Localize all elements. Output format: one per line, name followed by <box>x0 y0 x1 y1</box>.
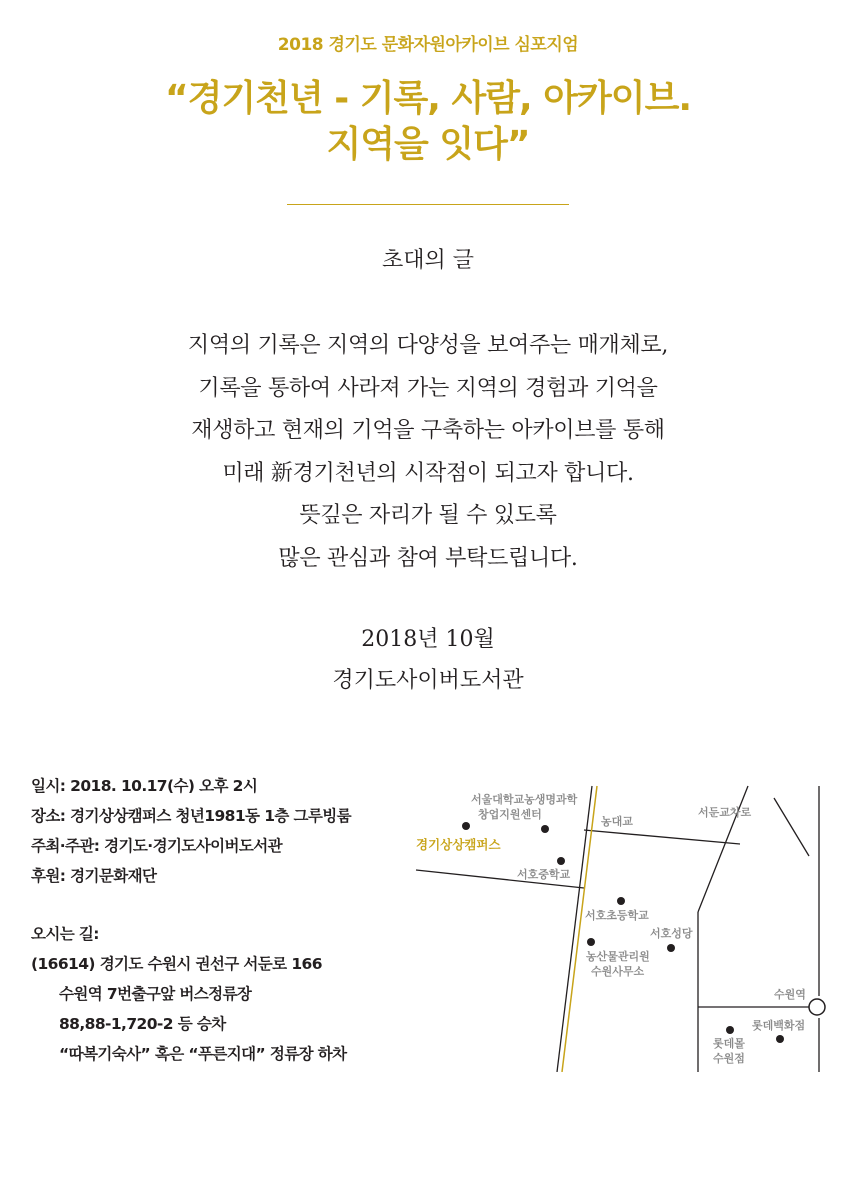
invitation-organizer: 경기도사이버도서관 <box>332 668 524 693</box>
map-road <box>774 798 809 856</box>
map-label-seoho-church: 서호성당 <box>650 927 693 940</box>
map-label-seodun-junction: 서둔교차로 <box>698 806 752 819</box>
symposium-title <box>0 76 856 168</box>
invitation-line: 지역의 기록은 지역의 다양성을 보여주는 매개체로, <box>187 333 669 358</box>
invitation-body <box>0 325 856 580</box>
spacer <box>31 894 401 922</box>
map-railway <box>562 786 597 1072</box>
directions-label: 오시는 길: <box>31 925 99 943</box>
invitation-line: 기록을 통하여 사라져 가는 지역의 경험과 기억을 <box>198 375 658 401</box>
event-info <box>31 774 401 1072</box>
map-label-snu: 서울대학교농생명과학 <box>471 793 578 806</box>
event-venue: 장소: 경기상상캠퍼스 청년1981동 1층 그루빙룸 <box>31 807 352 825</box>
event-datetime: 일시: 2018. 10.17(수) 오후 2시 <box>31 777 258 795</box>
map-label-lotte-dept: 롯데백화점 <box>752 1019 806 1032</box>
map-dot <box>541 825 549 833</box>
map-dot <box>667 944 675 952</box>
map-label-lotte-mall: 롯데몰 <box>713 1037 745 1050</box>
title-divider <box>287 204 569 205</box>
map-dot <box>462 822 470 830</box>
map-dot <box>726 1026 734 1034</box>
map-road <box>584 830 740 844</box>
map-svg <box>414 782 834 1072</box>
directions-get-off: “따복기숙사” 혹은 “푸른지대” 정류장 하차 <box>59 1045 347 1063</box>
invitation-line: 재생하고 현재의 기억을 구축하는 아카이브를 통해 <box>191 418 665 443</box>
map-label-lotte-mall-2: 수원점 <box>713 1052 745 1065</box>
directions-bus-stop: 수원역 7번출구앞 버스정류장 <box>59 985 252 1003</box>
directions-bus-numbers: 88,88-1,720-2 등 승차 <box>59 1015 226 1033</box>
event-host: 주최·주관: 경기도·경기도사이버도서관 <box>31 837 282 855</box>
location-map <box>414 782 834 1072</box>
invitation-line: 많은 관심과 참여 부탁드립니다. <box>278 545 578 571</box>
map-dot <box>557 857 565 865</box>
map-label-nongdaegyo: 농대교 <box>601 815 633 828</box>
title-line-2: 지역을 잇다” <box>326 124 530 165</box>
event-sponsor: 후원: 경기문화재단 <box>31 867 157 885</box>
symposium-subtitle: 2018 경기도 문화자원아카이브 심포지엄 <box>277 35 579 55</box>
invitation-line: 뜻깊은 자리가 될 수 있도록 <box>299 503 557 528</box>
map-label-seoho-elementary: 서호초등학교 <box>585 909 649 922</box>
invitation-heading: 초대의 글 <box>381 248 474 273</box>
map-label-agri-office-2: 수원사무소 <box>591 965 645 978</box>
map-dot <box>617 897 625 905</box>
map-dot <box>776 1035 784 1043</box>
map-road <box>698 786 748 912</box>
map-label-snu-2: 창업지원센터 <box>478 808 542 821</box>
map-label-suwon-station: 수원역 <box>774 988 806 1001</box>
map-label-agri-office: 농산물관리원 <box>586 950 650 963</box>
map-label-campus: 경기상상캠퍼스 <box>416 837 501 852</box>
title-line-1: “경기천년 - 기록, 사람, 아카이브. <box>164 78 692 119</box>
map-label-seoho-middle: 서호중학교 <box>517 868 571 881</box>
directions-address: (16614) 경기도 수원시 권선구 서둔로 166 <box>31 955 322 973</box>
map-main-road <box>557 786 592 1072</box>
map-dot <box>587 938 595 946</box>
invitation-date: 2018년 10월 <box>361 627 495 652</box>
suwon-station-marker <box>809 999 825 1015</box>
invitation-line: 미래 新경기천년의 시작점이 되고자 합니다. <box>222 460 634 486</box>
